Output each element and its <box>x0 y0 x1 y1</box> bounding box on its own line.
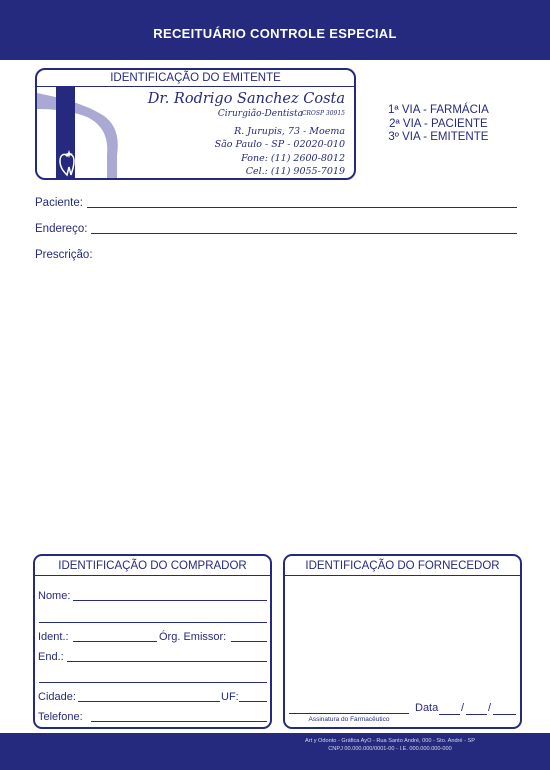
mobile-line: Cel.: (11) 9055-7019 <box>245 165 345 177</box>
footer-bar <box>0 733 550 770</box>
via-item: 1ª VIA - FARMÁCIA <box>388 104 489 116</box>
vias-list <box>388 104 489 145</box>
prescricao-area[interactable] <box>35 265 517 545</box>
date-year-line[interactable] <box>493 714 516 715</box>
comprador-title: IDENTIFICAÇÃO DO COMPRADOR <box>35 556 270 576</box>
emitente-box <box>35 68 356 180</box>
assinatura-line[interactable] <box>289 713 409 714</box>
cidade-line[interactable] <box>78 701 220 702</box>
header-bar <box>0 0 550 60</box>
via-item: 3º VIA - EMITENTE <box>388 131 489 143</box>
date-day-line[interactable] <box>439 714 460 715</box>
via-item: 2ª VIA - PACIENTE <box>389 117 488 130</box>
emitente-title: IDENTIFICAÇÃO DO EMITENTE <box>37 70 354 87</box>
cidade-label: Cidade: <box>38 691 76 703</box>
doctor-specialty: Cirurgião-Dentista <box>217 109 303 119</box>
paciente-line[interactable] <box>87 207 517 208</box>
doctor-name: Dr. Rodrigo Sanchez Costa <box>147 91 345 107</box>
uf-label: UF: <box>221 691 239 703</box>
orgao-label: Órg. Emissor: <box>159 631 227 643</box>
end-line[interactable] <box>67 661 267 662</box>
fornecedor-panel <box>283 554 522 729</box>
end-line-2[interactable] <box>39 682 267 683</box>
footer-line-1: Art y Odonto - Gráfica AyO - Rua Santo André, 000 - Sto. André - SP <box>305 738 475 744</box>
prescricao-label: Prescrição: <box>35 249 93 261</box>
date-month-line[interactable] <box>466 714 487 715</box>
date-separator: / <box>461 702 465 714</box>
orgao-line[interactable] <box>231 641 267 642</box>
telefone-line[interactable] <box>91 721 267 722</box>
phone-line: Fone: (11) 2600-8012 <box>241 152 345 164</box>
address-line: R. Jurupis, 73 - Moema <box>234 126 345 137</box>
comprador-panel <box>33 554 272 729</box>
end-label: End.: <box>38 651 64 663</box>
paciente-label: Paciente: <box>35 197 83 209</box>
endereco-line[interactable] <box>91 233 517 234</box>
ident-line[interactable] <box>73 641 157 642</box>
tooth-logo-icon <box>37 87 157 180</box>
nome-line-2[interactable] <box>39 622 267 623</box>
footer-line-2: CNPJ 00.000.000/0001-00 - I.E. 000.000.000-000 <box>328 745 452 752</box>
city-line: São Paulo - SP - 02020-010 <box>214 139 345 151</box>
fornecedor-title: IDENTIFICAÇÃO DO FORNECEDOR <box>285 556 520 576</box>
telefone-label: Telefone: <box>38 711 83 723</box>
assinatura-label: Assinatura do Farmacêutico <box>308 716 390 723</box>
cro-number: CROSP 30915 <box>301 110 345 117</box>
ident-label: Ident.: <box>38 631 69 643</box>
emitente-info <box>148 91 345 178</box>
footer-credit <box>280 738 500 753</box>
nome-line[interactable] <box>73 600 267 601</box>
endereco-label: Endereço: <box>35 223 88 235</box>
date-separator: / <box>488 702 492 714</box>
uf-line[interactable] <box>239 701 267 702</box>
nome-label: Nome: <box>38 590 71 602</box>
page-title: RECEITUÁRIO CONTROLE ESPECIAL <box>153 26 397 41</box>
data-label: Data <box>415 702 439 714</box>
